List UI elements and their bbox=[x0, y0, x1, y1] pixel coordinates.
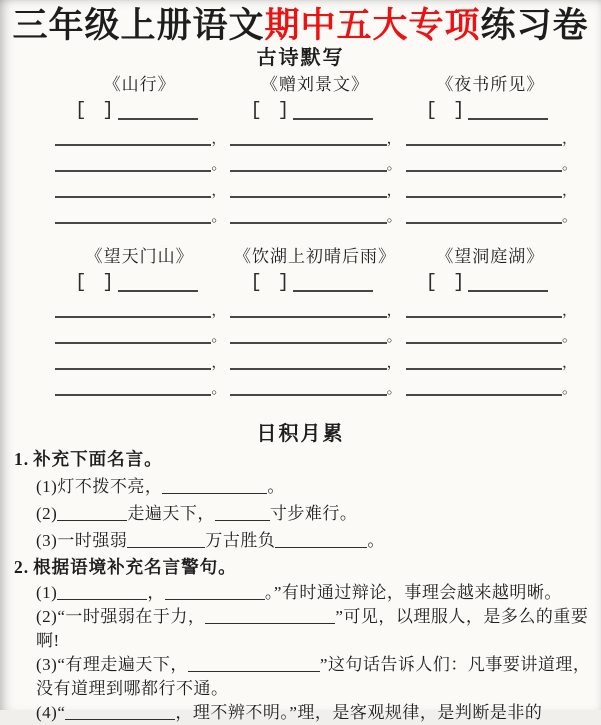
verse-blank-field[interactable] bbox=[55, 344, 211, 370]
poem-row bbox=[55, 246, 575, 396]
item-header bbox=[14, 554, 592, 581]
author-bracket-open: [ bbox=[425, 271, 438, 293]
poem-title: 《饮湖上初晴后雨》 bbox=[233, 247, 396, 266]
line-text: (2)“一时强弱在于力， bbox=[36, 607, 206, 626]
verse-blank-field[interactable] bbox=[230, 198, 386, 224]
author-blank-field[interactable] bbox=[118, 102, 198, 120]
line-text: 。 bbox=[367, 531, 385, 550]
verse-punctuation: 。 bbox=[386, 209, 402, 225]
item-number: 2. bbox=[14, 557, 30, 577]
verse-row bbox=[55, 318, 227, 345]
verse-blank-field[interactable] bbox=[406, 292, 562, 318]
line-text: (1)灯不拨不亮， bbox=[36, 477, 163, 496]
verse-punctuation: 。 bbox=[211, 381, 227, 397]
author-bracket-open: [ bbox=[250, 99, 262, 121]
line-text: (3)“有理走遍天下， bbox=[36, 655, 188, 674]
poetry-section-heading: 古诗默写 bbox=[256, 47, 345, 69]
verse-blank-field[interactable] bbox=[55, 146, 211, 172]
verse-punctuation: 。 bbox=[211, 209, 227, 225]
verse-row bbox=[55, 344, 227, 371]
poem-title: 《夜书所见》 bbox=[436, 75, 545, 94]
verse-row bbox=[406, 172, 575, 198]
author-bracket-close: ] bbox=[277, 271, 290, 293]
title-text-red-highlight: 期中五大专项 bbox=[264, 6, 481, 45]
verse-blank-field[interactable] bbox=[55, 172, 211, 198]
verse-row bbox=[406, 344, 575, 370]
author-bracket-open: [ bbox=[75, 271, 87, 293]
verse-blank-field[interactable] bbox=[406, 318, 562, 344]
verse-row bbox=[230, 292, 402, 319]
line-text: ”可见，以理服人，是多么的重要啊! bbox=[36, 607, 589, 650]
fill-blank-field[interactable] bbox=[65, 707, 175, 720]
verse-row bbox=[230, 172, 402, 199]
verse-punctuation: ， bbox=[211, 183, 227, 199]
poem-cell bbox=[230, 246, 402, 397]
verse-punctuation: 。 bbox=[561, 157, 577, 173]
verse-punctuation: 。 bbox=[561, 329, 577, 345]
verse-row bbox=[406, 146, 575, 172]
verse-row bbox=[55, 172, 227, 199]
accumulation-section-heading: 日积月累 bbox=[256, 423, 345, 445]
author-blank-field[interactable] bbox=[118, 274, 198, 292]
exercise-item bbox=[14, 446, 592, 554]
line-text: 走遍天下， bbox=[127, 504, 215, 523]
poem-title: 《山行》 bbox=[103, 75, 176, 94]
verse-row bbox=[230, 370, 402, 397]
line-text: ”这句话告诉人们：凡事要讲道理，没有道理到哪都行不通。 bbox=[36, 655, 591, 698]
verse-punctuation: ， bbox=[561, 131, 577, 147]
author-bracket-close: ] bbox=[453, 99, 465, 121]
verse-punctuation: 。 bbox=[386, 157, 402, 173]
verse-row bbox=[230, 344, 402, 371]
poem-row bbox=[55, 74, 575, 224]
line-text: (1) bbox=[36, 583, 58, 602]
fill-line bbox=[36, 653, 592, 701]
verse-blank-field[interactable] bbox=[55, 318, 211, 344]
verse-row bbox=[55, 198, 227, 225]
verse-punctuation: ， bbox=[561, 355, 577, 371]
line-text: (4)“ bbox=[36, 703, 66, 722]
poem-title: 《望洞庭湖》 bbox=[436, 247, 545, 266]
author-blank-field[interactable] bbox=[468, 102, 548, 120]
fill-line bbox=[36, 701, 592, 725]
verse-row bbox=[406, 198, 575, 224]
verse-row bbox=[55, 120, 227, 147]
poem-cell bbox=[406, 246, 575, 396]
verse-blank-field[interactable] bbox=[230, 292, 386, 318]
fill-line bbox=[36, 581, 592, 605]
poem-cell bbox=[55, 74, 227, 225]
verse-blank-field[interactable] bbox=[230, 318, 386, 344]
verse-blank-field[interactable] bbox=[230, 146, 386, 172]
poem-title: 《望天门山》 bbox=[85, 247, 194, 266]
verse-blank-field[interactable] bbox=[230, 120, 386, 146]
verse-punctuation: ， bbox=[386, 355, 402, 371]
author-line bbox=[406, 268, 575, 292]
verse-row bbox=[55, 370, 227, 397]
verse-blank-field[interactable] bbox=[406, 146, 562, 172]
line-text: 。 bbox=[267, 477, 285, 496]
author-bracket-close: ] bbox=[453, 271, 465, 293]
fill-blank-field[interactable] bbox=[275, 535, 367, 548]
author-line bbox=[406, 96, 575, 120]
author-blank-field[interactable] bbox=[293, 102, 373, 120]
author-bracket-open: [ bbox=[75, 99, 87, 121]
line-text: ， bbox=[147, 583, 165, 602]
verse-row bbox=[230, 120, 402, 147]
verse-row bbox=[230, 318, 402, 345]
verse-blank-field[interactable] bbox=[230, 344, 386, 370]
fill-blank-field[interactable] bbox=[205, 611, 335, 624]
verse-blank-field[interactable] bbox=[406, 120, 562, 146]
verse-punctuation: ， bbox=[211, 303, 227, 319]
verse-row bbox=[406, 370, 575, 396]
verse-punctuation: 。 bbox=[211, 157, 227, 173]
verse-blank-field[interactable] bbox=[406, 172, 562, 198]
line-text: (3)一时强弱 bbox=[36, 531, 128, 550]
author-bracket-close: ] bbox=[102, 271, 114, 293]
verse-punctuation: ， bbox=[561, 183, 577, 199]
fill-blank-field[interactable] bbox=[215, 508, 270, 521]
fill-blank-field[interactable] bbox=[165, 587, 265, 600]
verse-punctuation: 。 bbox=[561, 209, 577, 225]
fill-line bbox=[36, 500, 592, 527]
verse-punctuation: ， bbox=[386, 303, 402, 319]
verse-row bbox=[406, 120, 575, 146]
line-text: 寸步难行。 bbox=[269, 504, 358, 523]
verse-blank-field[interactable] bbox=[230, 370, 386, 396]
verse-punctuation: 。 bbox=[386, 329, 402, 345]
poem-cell bbox=[230, 74, 402, 225]
verse-row bbox=[230, 198, 402, 225]
author-line bbox=[55, 268, 224, 292]
verse-blank-field[interactable] bbox=[55, 370, 211, 396]
item-header bbox=[14, 446, 592, 473]
fill-blank-field[interactable] bbox=[162, 481, 267, 494]
verse-blank-field[interactable] bbox=[406, 344, 562, 370]
line-text: (2) bbox=[36, 504, 58, 523]
title-text-black-suffix: 练习卷 bbox=[480, 6, 589, 45]
author-bracket-close: ] bbox=[277, 99, 290, 121]
verse-row bbox=[55, 146, 227, 173]
verse-blank-field[interactable] bbox=[55, 198, 211, 224]
fill-line bbox=[36, 473, 592, 500]
author-bracket-open: [ bbox=[425, 99, 438, 121]
fill-line bbox=[36, 527, 592, 554]
page-title bbox=[0, 0, 601, 46]
verse-punctuation: 。 bbox=[386, 381, 402, 397]
poem-cell bbox=[55, 246, 227, 397]
fill-blank-field[interactable] bbox=[57, 508, 127, 521]
verse-punctuation: 。 bbox=[211, 329, 227, 345]
verse-blank-field[interactable] bbox=[55, 120, 211, 146]
poem-title: 《赠刘景文》 bbox=[260, 75, 369, 94]
fill-blank-field[interactable] bbox=[127, 535, 205, 548]
author-line bbox=[55, 96, 224, 120]
verse-punctuation: ， bbox=[386, 183, 402, 199]
fill-line bbox=[36, 605, 592, 653]
title-text-black-prefix: 三年级上册语文 bbox=[12, 6, 265, 45]
verse-punctuation: ， bbox=[211, 131, 227, 147]
item-prompt: 根据语境补充名言警句。 bbox=[33, 557, 237, 577]
line-text: 万古胜负 bbox=[205, 531, 276, 550]
verse-blank-field[interactable] bbox=[230, 172, 386, 198]
item-number: 1. bbox=[14, 449, 30, 469]
verse-row bbox=[406, 318, 575, 344]
line-text: ，理不辨不明。”理，是客观规律，是判断是非的 bbox=[175, 703, 543, 722]
author-blank-field[interactable] bbox=[293, 274, 373, 292]
verse-blank-field[interactable] bbox=[406, 198, 562, 224]
verse-row bbox=[55, 292, 227, 319]
author-line bbox=[230, 268, 399, 292]
item-prompt: 补充下面名言。 bbox=[33, 449, 163, 469]
verse-blank-field[interactable] bbox=[55, 292, 211, 318]
verse-punctuation: ， bbox=[386, 131, 402, 147]
exercise-item bbox=[14, 554, 592, 725]
line-text: 。”有时通过辩论，事理会越来越明晰。 bbox=[264, 583, 562, 602]
poem-cell bbox=[406, 74, 575, 224]
accumulation-items bbox=[14, 446, 592, 725]
verse-row bbox=[230, 146, 402, 173]
author-bracket-open: [ bbox=[250, 271, 262, 293]
item-lines bbox=[14, 581, 592, 725]
fill-blank-field[interactable] bbox=[57, 587, 147, 600]
verse-punctuation: ， bbox=[211, 355, 227, 371]
author-line bbox=[230, 96, 399, 120]
author-blank-field[interactable] bbox=[468, 274, 548, 292]
item-lines bbox=[14, 473, 592, 554]
fill-blank-field[interactable] bbox=[188, 659, 320, 672]
verse-blank-field[interactable] bbox=[406, 370, 562, 396]
verse-row bbox=[406, 292, 575, 318]
verse-punctuation: ， bbox=[561, 303, 577, 319]
poetry-grid bbox=[55, 74, 575, 396]
author-bracket-close: ] bbox=[102, 99, 114, 121]
verse-punctuation: 。 bbox=[561, 381, 577, 397]
